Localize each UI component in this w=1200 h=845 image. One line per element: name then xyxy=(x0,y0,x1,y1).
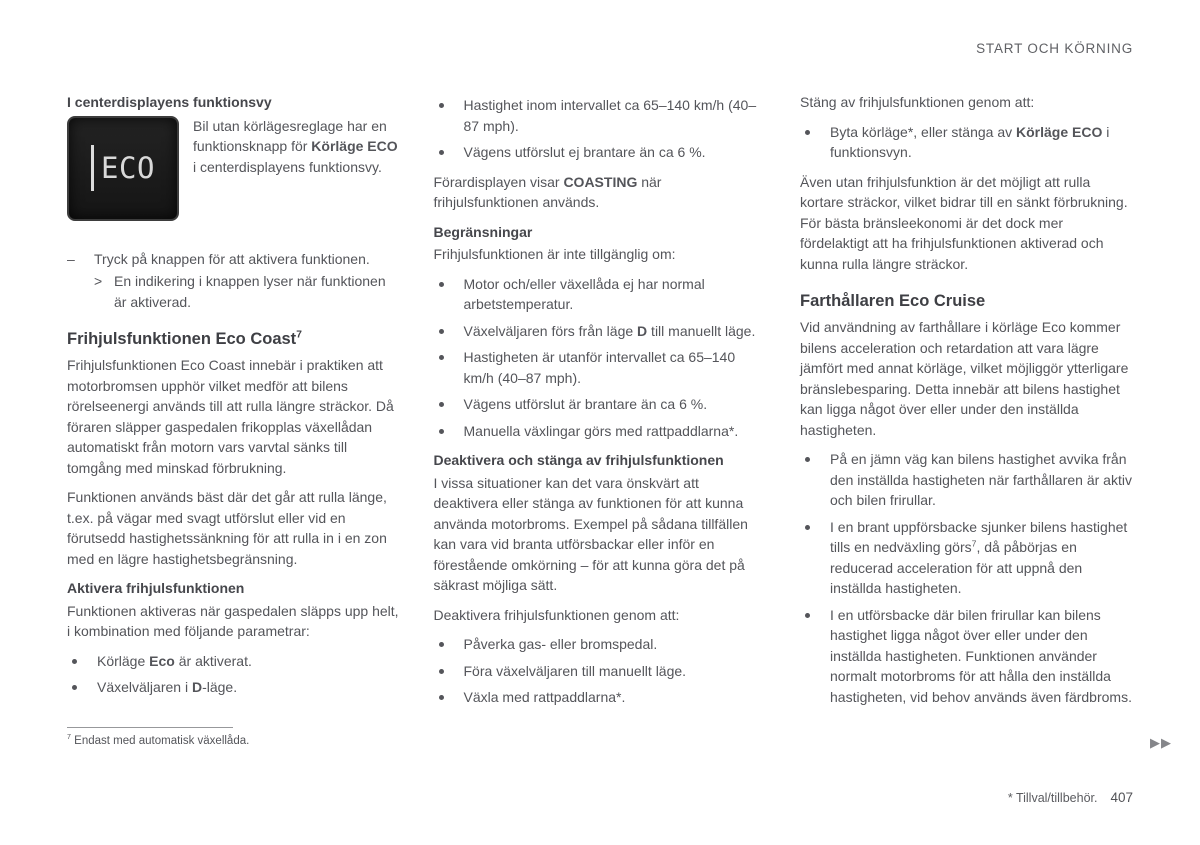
paragraph-eco-coast-1: Frihjulsfunktionen Eco Coast innebär i praktiken att motorbromsen upphör vilket medför att bilens rörelseenergi används till att rulla längre sträckor. Då föraren släpper gaspedalen frikopplas växellådan automatiskt från motorn vars varvtal sänks till tomgång med minskad förbrukning. xyxy=(67,357,394,476)
next-page-arrows-icon: ▶▶ xyxy=(1150,735,1172,750)
list-item xyxy=(800,449,1133,511)
chapter-header: START OCH KÖRNING xyxy=(976,41,1133,56)
list-item xyxy=(434,687,767,708)
column-right xyxy=(800,92,1133,717)
list-item-text: Föra växelväljaren till manuellt läge. xyxy=(463,662,687,679)
gear-lever-icon xyxy=(91,145,94,191)
list-item-text: Växelväljaren i D-läge. xyxy=(97,679,238,695)
section-heading-eco-cruise: Farthållaren Eco Cruise xyxy=(800,292,986,310)
list-item-text: Motor och/eller växellåda ej har normal arbetstemperatur. xyxy=(463,275,705,312)
paragraph-even-without: Även utan frihjulsfunktion är det möjligt att rulla kortare sträckor, vilket bidrar till en sänkt förbrukning. För bästa bränsleekonomi är det dock mer fördelaktigt att ha frihjulsfunktionen aktiverad och kunna rulla längre sträckor. xyxy=(800,173,1128,272)
paragraph-coasting: Förardisplayen visar COASTING när frihjulsfunktionen används. xyxy=(433,173,662,210)
bullet-list-limits xyxy=(434,274,767,442)
footnote-divider xyxy=(67,727,233,728)
list-item-text: Hastigheten är utanför intervallet ca 65–140 km/h (40–87 mph). xyxy=(463,349,736,386)
option-accessory-note: * Tillval/tillbehör. xyxy=(1007,791,1098,805)
bullet-icon xyxy=(439,642,444,647)
list-item-text: Manuella växlingar görs med rattpaddlarna*. xyxy=(463,422,739,439)
paragraph-deactivate-1: I vissa situationer kan det vara önskvärt att deaktivera eller stänga av funktionen för att kunna använda motorbroms. Exempel på sådana tillfällen kan vara vid branta utförsbackar eller inför en förestående omkörning – för att kunna göra det på säkrast möjliga sätt. xyxy=(433,474,748,593)
list-item xyxy=(800,122,1133,163)
instruction-text: Tryck på knappen för att aktivera funktionen. xyxy=(94,250,370,267)
subheading-funcview: I centerdisplayens funktionsvy xyxy=(67,94,272,110)
page-number: 407 xyxy=(1110,790,1133,805)
list-item-text: Körläge Eco är aktiverat. xyxy=(97,652,252,669)
eco-button-figure xyxy=(67,116,400,221)
subheading-activate: Aktivera frihjulsfunktionen xyxy=(67,580,245,596)
bullet-list-deactivate xyxy=(434,634,767,708)
paragraph-eco-cruise: Vid användning av farthållare i körläge Eco kommer bilens acceleration och retardation att vara lägre jämfört med annat körläge, vilket möjliggör ytterligare bränslebesparing. Detta innebär att bilens hastighet kan ligga något över eller under den inställda hastigheten. xyxy=(800,319,1129,438)
subheading-deactivate: Deaktivera och stänga av frihjulsfunktionen xyxy=(433,452,724,468)
bullet-icon xyxy=(439,150,444,155)
list-item-text: På en jämn väg kan bilens hastighet avvika från den inställda hastigheten när farthållaren är aktiv och bilen frirullar. xyxy=(830,451,1132,508)
list-item xyxy=(434,274,767,315)
list-item-text: I en utförsbacke där bilen frirullar kan bilens hastighet ligga något över eller under den inställda hastigheten. Funktionen använder normalt motorbroms för att hålla den inställda hastigheten, vid behov används även färdbroms. xyxy=(830,606,1132,705)
footnote-text: $^7$ Endast med automatisk växellåda. xyxy=(67,733,250,747)
paragraph-limits-intro: Frihjulsfunktionen är inte tillgänglig om: xyxy=(433,246,676,262)
list-item xyxy=(434,421,767,442)
list-item xyxy=(434,95,767,136)
dash-marker: – xyxy=(67,250,75,267)
bullet-icon xyxy=(805,525,810,530)
eco-mode-button-image xyxy=(67,116,179,221)
bullet-list-activate xyxy=(67,651,400,698)
bullet-icon xyxy=(805,457,810,462)
list-item xyxy=(434,142,767,163)
column-middle xyxy=(434,92,767,717)
bullet-icon xyxy=(805,130,810,135)
result-text: En indikering i knappen lyser när funktionen är aktiverad. xyxy=(114,273,386,310)
paragraph-switch-off: Stäng av frihjulsfunktionen genom att: xyxy=(800,94,1035,110)
list-item xyxy=(434,634,767,655)
bullet-icon xyxy=(72,685,77,690)
bullet-icon xyxy=(439,329,444,334)
bullet-icon xyxy=(72,659,77,664)
bullet-icon xyxy=(805,613,810,618)
bullet-icon xyxy=(439,402,444,407)
list-item xyxy=(800,517,1133,599)
list-item xyxy=(67,651,400,672)
eco-button-label: ECO xyxy=(101,150,155,185)
bullet-icon xyxy=(439,103,444,108)
instruction-item xyxy=(67,249,400,270)
bullet-icon xyxy=(439,282,444,287)
list-item-text: I en brant uppförsbacke sjunker bilens hastighet tills en nedväxling görs$^7$, då påbörjas en reducerad acceleration för att uppnå den inställda hastigheten. xyxy=(830,518,1128,596)
bullet-icon xyxy=(439,669,444,674)
list-item-text: Vägens utförslut är brantare än ca 6 %. xyxy=(463,396,708,412)
content-columns xyxy=(67,92,1133,717)
paragraph-eco-coast-2: Funktionen används bäst där det går att rulla länge, t.ex. på vägar med svagt utförslut eller vid en förutsedd hastighetssänkning för att rulla in i en zon med en lägre hastighetsbegränsning. xyxy=(67,489,387,567)
bullet-icon xyxy=(439,695,444,700)
bullet-list-eco-cruise xyxy=(800,449,1133,707)
list-item-text: Byta körläge*, eller stänga av Körläge ECO i funktionsvyn. xyxy=(830,123,1110,160)
list-item-text: Växla med rattpaddlarna*. xyxy=(463,689,626,705)
funcview-paragraph: Bil utan körlägesreglage har en funktionsknapp för Körläge ECO i centerdisplayens funktionsvy. xyxy=(193,117,398,175)
list-item-text: Påverka gas- eller bromspedal. xyxy=(463,636,658,652)
paragraph-activate: Funktionen aktiveras när gaspedalen släpps upp helt, i kombination med följande parametrar: xyxy=(67,602,399,639)
bullet-list-switch-off xyxy=(800,122,1133,163)
list-item-text: Vägens utförslut ej brantare än ca 6 %. xyxy=(463,144,706,160)
list-item-text: Växelväljaren förs från läge D till manuellt läge. xyxy=(463,322,756,339)
list-item xyxy=(434,321,767,342)
list-item xyxy=(67,677,400,698)
subheading-limits: Begränsningar xyxy=(433,223,533,240)
list-item xyxy=(434,347,767,388)
paragraph-deactivate-2: Deaktivera frihjulsfunktionen genom att: xyxy=(433,606,680,623)
bullet-list-activate-continued xyxy=(434,95,767,163)
bullet-icon xyxy=(439,355,444,360)
list-item-text: Hastighet inom intervallet ca 65–140 km/h (40–87 mph). xyxy=(463,97,757,134)
page-footer xyxy=(1008,790,1133,805)
list-item xyxy=(434,661,767,682)
result-item xyxy=(67,271,400,312)
column-left xyxy=(67,92,400,717)
bullet-icon xyxy=(439,429,444,434)
list-item xyxy=(434,394,767,415)
result-arrow-marker: > xyxy=(94,273,103,289)
list-item xyxy=(800,605,1133,708)
section-heading-eco-coast: Frihjulsfunktionen Eco Coast$^7$ xyxy=(67,329,302,348)
